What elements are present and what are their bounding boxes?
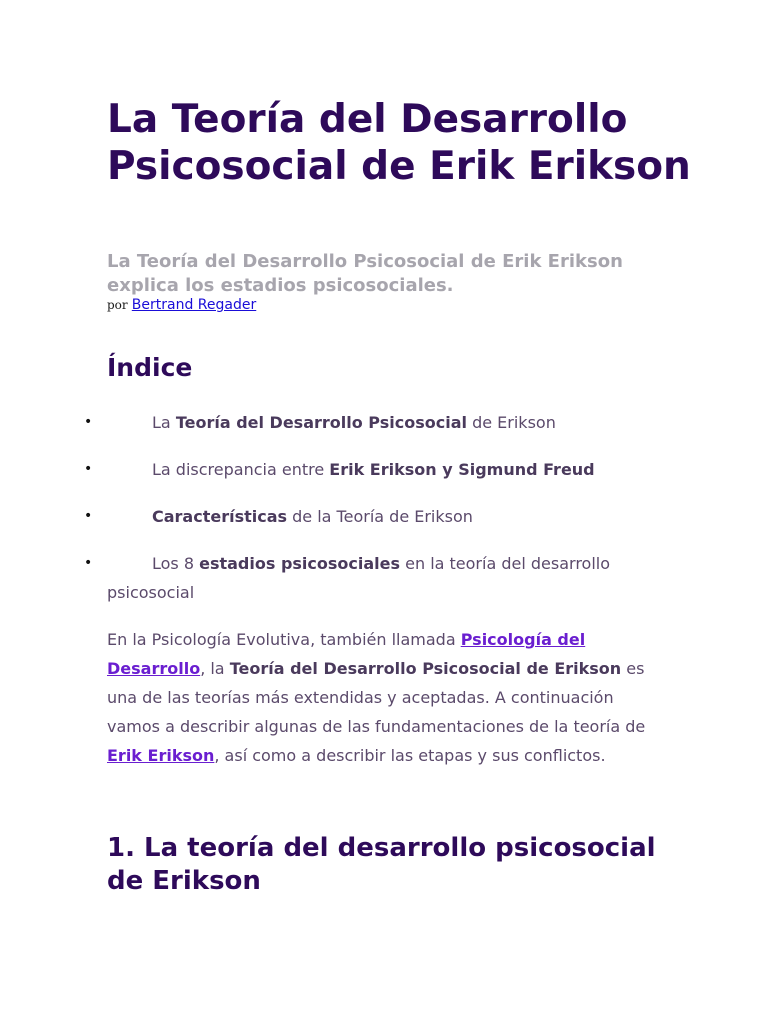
intro-text: En la Psicología Evolutiva, también llamada (107, 630, 461, 649)
article-title: La Teoría del Desarrollo Psicosocial de Erik Erikson (107, 97, 691, 189)
index-item-post: de Erikson (467, 413, 556, 432)
index-item-text (152, 549, 652, 578)
index-item-continuation: psicosocial (107, 583, 195, 602)
erik-erikson-link[interactable]: Erik Erikson (107, 746, 215, 765)
bullet-icon: • (84, 508, 93, 524)
index-item-post: de la Teoría de Erikson (287, 507, 473, 526)
byline-prefix: por (107, 298, 128, 312)
intro-text: , así como a describir las etapas y sus conflictos. (214, 746, 606, 765)
index-item-post: en la teoría del desarrollo (400, 554, 611, 573)
section-heading: 1. La teoría del desarrollo psicosocial de Erikson (107, 833, 656, 896)
psicologia-desarrollo-link[interactable]: Psicología del Desarrollo (107, 630, 586, 678)
bullet-icon: • (84, 555, 93, 571)
intro-text: , la (200, 659, 230, 678)
author-link[interactable]: Bertrand Regader (131, 297, 257, 313)
intro-paragraph (107, 625, 652, 770)
index-item-bold: estadios psicosociales (199, 554, 401, 573)
index-heading: Índice (107, 353, 193, 382)
article-subtitle: La Teoría del Desarrollo Psicosocial de Erik Erikson explica los estadios psicosociales. (107, 251, 623, 296)
index-item-text (152, 502, 652, 531)
bullet-icon: • (84, 414, 93, 430)
index-item-text (152, 408, 652, 437)
index-item-pre: Los 8 (152, 554, 200, 573)
bullet-icon: • (84, 461, 93, 477)
byline (107, 297, 256, 313)
index-item-pre: La discrepancia entre (152, 460, 330, 479)
index-item-pre: La (152, 413, 176, 432)
index-item-bold: Erik Erikson y Sigmund Freud (329, 460, 595, 479)
intro-bold: Teoría del Desarrollo Psicosocial de Erikson (229, 659, 622, 678)
index-item-bold: Características (152, 507, 288, 526)
intro-text: es una de las teorías más extendidas y aceptadas. A continuación vamos a describir algunas de las fundamentaciones de la teoría de (107, 659, 646, 736)
index-item-text (152, 455, 652, 484)
index-item-bold: Teoría del Desarrollo Psicosocial (175, 413, 467, 432)
